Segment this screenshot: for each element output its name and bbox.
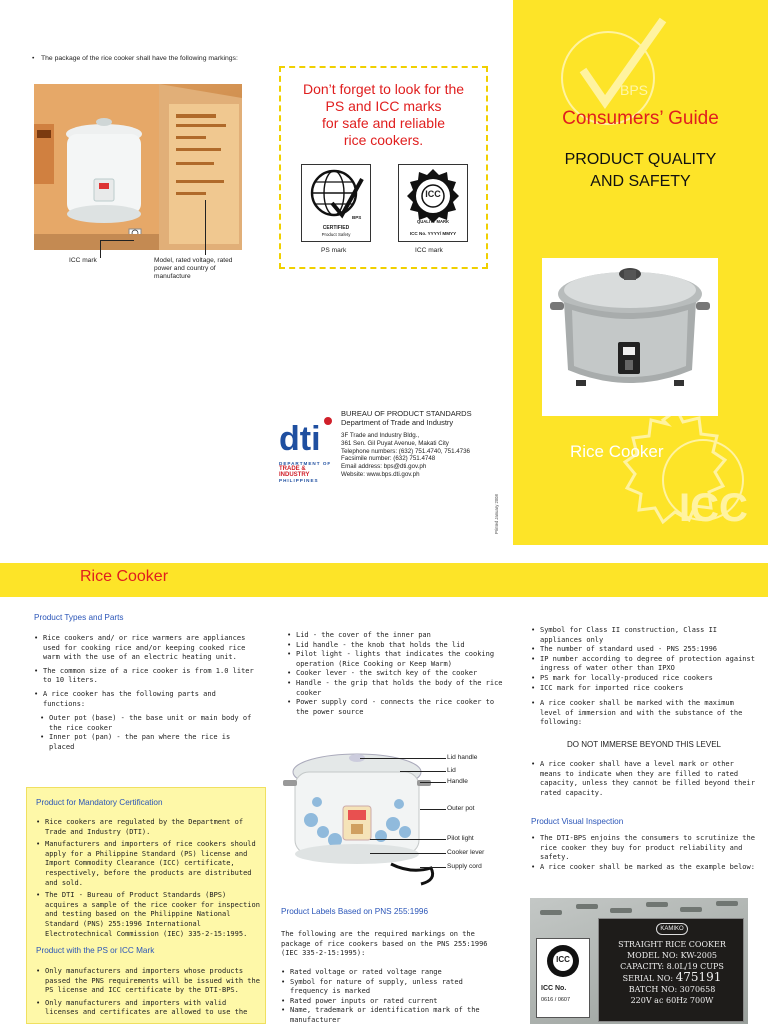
visual-heading: Product Visual Inspection — [531, 817, 624, 826]
types-list: • Rice cookers and/ or rice warmers are appliances used for cooking rice and/or keeping cooked rice warm with the use of an electric heating unit. • The common size of a rice cooker is from 1.0 liter to 10 liters. • A rice cooker has the following parts and functions: • Outer pot (base) - the base unit or main body of the rice cooker • Inner pot (pan) - the pan where the rice is placed — [34, 634, 256, 753]
label-outer-pot: Outer pot — [447, 805, 475, 812]
mandatory-list: • Rice cookers are regulated by the Department of Trade and Industry (DTI). • Manufacturers and importers of rice cookers should apply for a Philippine Standard (PS) license and Import Commodity Clearance (ICC) certificate, respectively, before the products are distributed and sold. • The DTI - Bureau of Product Standards (BPS) acquires a sample of the rice cooker for inspection and testing based on the Philippine National Standard (PNS) 255:1996 International Electrotechnical Commission (IEC) 335-2-15:1995. — [36, 818, 260, 939]
leader-lid — [400, 771, 446, 772]
dti-logo-mark — [279, 416, 335, 456]
dti-logo: dti DEPARTMENT OF TRADE & INDUSTRY PHILIPPINES — [279, 416, 335, 478]
types-heading: Product Types and Parts — [34, 613, 124, 622]
leader-supply-cord — [420, 867, 446, 868]
agency-dept: Department of Trade and Industry — [341, 418, 454, 427]
rating-plate: KAMIKO STRAIGHT RICE COOKER MODEL NO: KW-2005 CAPACITY: 8.0L/19 CUPS SERIAL NO: 475191 BATCH NO: 3070658 220V ac 60Hz 700W — [598, 918, 744, 1022]
package-note: • The package of the rice cooker shall have the following markings: — [32, 53, 252, 65]
model-caption: Model, rated voltage, rated power and country of manufacture — [154, 257, 233, 280]
agency-address: 3F Trade and Industry Bldg., 361 Sen. Gil Puyat Avenue, Makati City Telephone numbers: (632) 751.4740, 751.4736 Facsimile number: (632) 751.4748 Email address: bps@dti.gov.ph Website: www.bps.dti.gov.ph — [341, 432, 471, 478]
reminder-text: Don’t forget to look for the PS and ICC marks for safe and reliable rice cookers. — [302, 81, 465, 148]
cover-title: Consumers’ Guide — [562, 108, 719, 129]
labels-list: • Rated voltage or rated voltage range • Symbol for nature of supply, unless rated frequency is marked • Rated power inputs or rated current • Name, trademark or identification mark of the manufacturer — [281, 968, 503, 1024]
printed-date: Printed January 2008 — [494, 494, 499, 534]
leader-pilot-light — [370, 839, 446, 840]
immersion-warning: DO NOT IMMERSE BEYOND THIS LEVEL — [567, 740, 721, 749]
package-box-photo — [34, 84, 242, 250]
rice-cooker-parts-illustration — [281, 740, 441, 888]
icc-mark-badge: ICC QUALITY MARK ICC No. YYYY/ MMYY — [398, 164, 468, 242]
leader-lid-handle — [360, 758, 446, 759]
package-box-illustration — [34, 84, 242, 250]
markings-list: • Symbol for Class II construction, Class II appliances only • The number of standard used - PNS 255:1996 • IP number according to degree of protection against ingress of water other than IPXO • PS mark for locally-produced rice cookers • ICC mark for imported rice cookers • A rice cooker shall be marked with the maximum level of immersion and with the substance of the following: — [531, 626, 757, 728]
icc-sticker: ICC ICC No. 0616 / 0607 — [536, 938, 590, 1018]
plate-text: STRAIGHT RICE COOKER MODEL NO: KW-2005 CAPACITY: 8.0L/19 CUPS SERIAL NO: 475191 BATCH NO: 3070658 220V ac 60Hz 700W — [618, 940, 726, 1005]
leader-handle — [420, 782, 446, 783]
labels-heading: Product Labels Based on PNS 255:1996 — [281, 907, 429, 916]
label-pilot-light: Pilot light — [447, 835, 474, 842]
section-title: Rice Cooker — [80, 568, 169, 585]
cover-panel — [513, 0, 768, 545]
mandatory-heading: Product for Mandatory Certification — [36, 798, 163, 807]
parts-list: • Lid - the cover of the inner pan • Lid handle - the knob that holds the lid • Pilot light - lights that indicates the cooking operation (Rice Cooking or Keep Warm) • Cooker lever - the switch key of the cooker • Handle - the grip that holds the body of the rice cooker • Power supply cord - connects the rice cooker to the power source — [287, 631, 509, 717]
ps-mark-caption: PS mark — [321, 247, 347, 254]
dti-logo-text: dti — [279, 420, 321, 456]
bps-watermark: BPS — [620, 82, 649, 98]
icc-leader-line — [100, 240, 134, 241]
label-handle: Handle — [447, 778, 468, 785]
visual-list: • The DTI-BPS enjoins the consumers to scrutinize the rice cooker they buy for product reliability and safety. • A rice cooker shall be marked as the example below: — [531, 834, 757, 872]
icc-watermark: ICC — [679, 486, 748, 530]
ps-mark-badge: BPS CERTIFIED Product Safety — [301, 164, 371, 242]
icc-mark-caption-2: ICC mark — [415, 247, 443, 254]
cover-rice-cooker-photo — [542, 258, 718, 416]
level-mark-item: • A rice cooker shall have a level mark or other means to indicate when they are filled to rated capacity, unless they cannot be filled beyond their rated capacity. — [531, 760, 757, 798]
agency-info — [341, 409, 506, 479]
agency-name: BUREAU OF PRODUCT STANDARDS — [341, 409, 472, 418]
cover-product-name: Rice Cooker — [570, 442, 664, 461]
label-supply-cord: Supply cord — [447, 863, 482, 870]
leader-cooker-lever — [370, 853, 446, 854]
leader-outer-pot — [420, 809, 446, 810]
page-separator — [0, 545, 768, 563]
psicc-list: • Only manufacturers and importers whose products passed the PNS requirements will be issued with the PS license and ICC certificate by the DTI-BPS. • Only manufacturers and importers with valid licenses and certificates are allowed to use the — [36, 967, 260, 1018]
rice-cooker-illustration — [542, 258, 718, 416]
icc-leader-line-v — [100, 240, 101, 258]
icc-mark-caption: ICC mark — [69, 257, 97, 264]
label-lid: Lid — [447, 767, 456, 774]
model-leader-line — [205, 200, 206, 255]
reminder-box — [279, 66, 488, 269]
cover-subtitle: PRODUCT QUALITY AND SAFETY — [564, 151, 717, 190]
psicc-heading: Product with the PS or ICC Mark — [36, 946, 155, 955]
labels-intro: The following are the required markings on the package of rice cookers based on the PNS 255:1996 (IEC 335-2-15:1995): — [281, 930, 488, 958]
nameplate-photo — [530, 898, 748, 1024]
label-cooker-lever: Cooker lever — [447, 849, 485, 856]
label-lid-handle: Lid handle — [447, 754, 478, 761]
rice-cooker-diagram — [281, 740, 441, 888]
